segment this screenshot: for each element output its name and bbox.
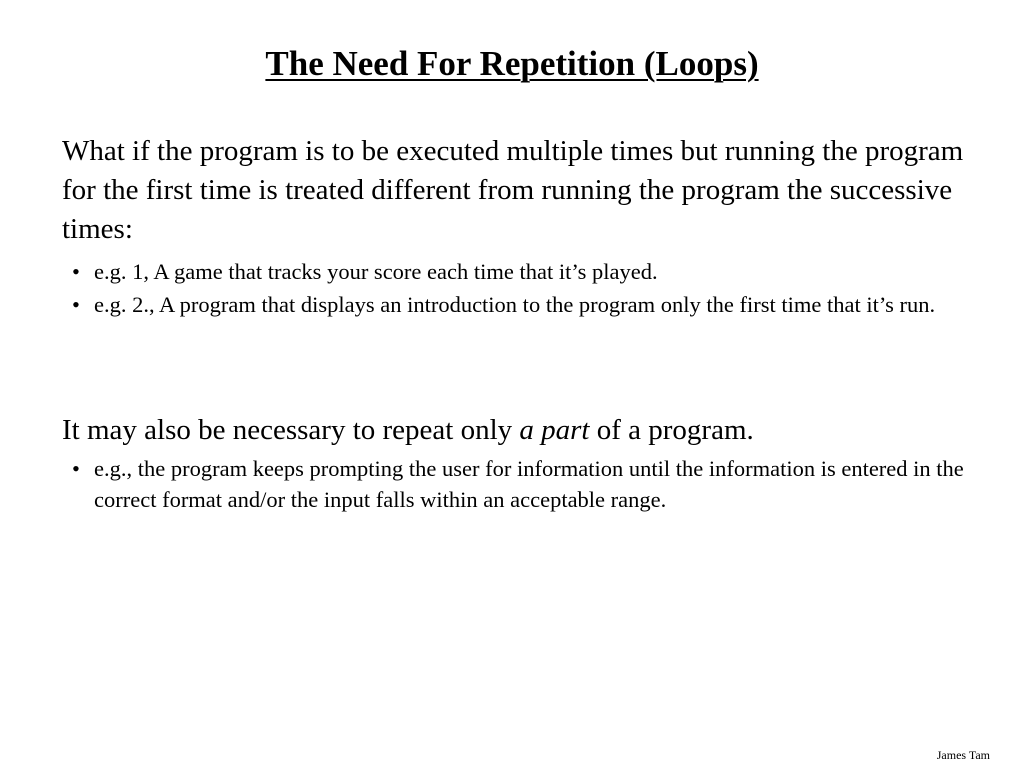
bullet-text: e.g. 1, A game that tracks your score each time that it’s played. — [94, 259, 658, 284]
bullet-icon: • — [72, 456, 80, 481]
paragraph-text-end: of a program. — [589, 414, 754, 446]
bullet-icon: • — [72, 259, 80, 284]
list-item — [72, 453, 972, 515]
emphasized-text: a part — [519, 414, 590, 446]
bullet-icon: • — [72, 292, 80, 317]
slide-title: The Need For Repetition (Loops) — [265, 44, 759, 83]
list-item — [72, 289, 972, 320]
bullet-text: e.g. 2., A program that displays an introduction to the program only the first time that it’s run. — [94, 292, 936, 317]
partial-repeat-bullet-list — [72, 453, 972, 517]
paragraph-text-start: It may also be necessary to repeat only — [62, 414, 520, 446]
footer-author: James Tam — [936, 748, 990, 762]
bullet-text: e.g., the program keeps prompting the user for information until the information is entered in the correct format and/or the input falls within an acceptable range. — [94, 456, 964, 512]
intro-paragraph: What if the program is to be executed multiple times but running the program for the first time is treated different from running the program the successive times: — [62, 135, 964, 245]
partial-repeat-paragraph — [62, 411, 972, 450]
list-item — [72, 256, 972, 287]
intro-bullet-list — [72, 256, 972, 322]
